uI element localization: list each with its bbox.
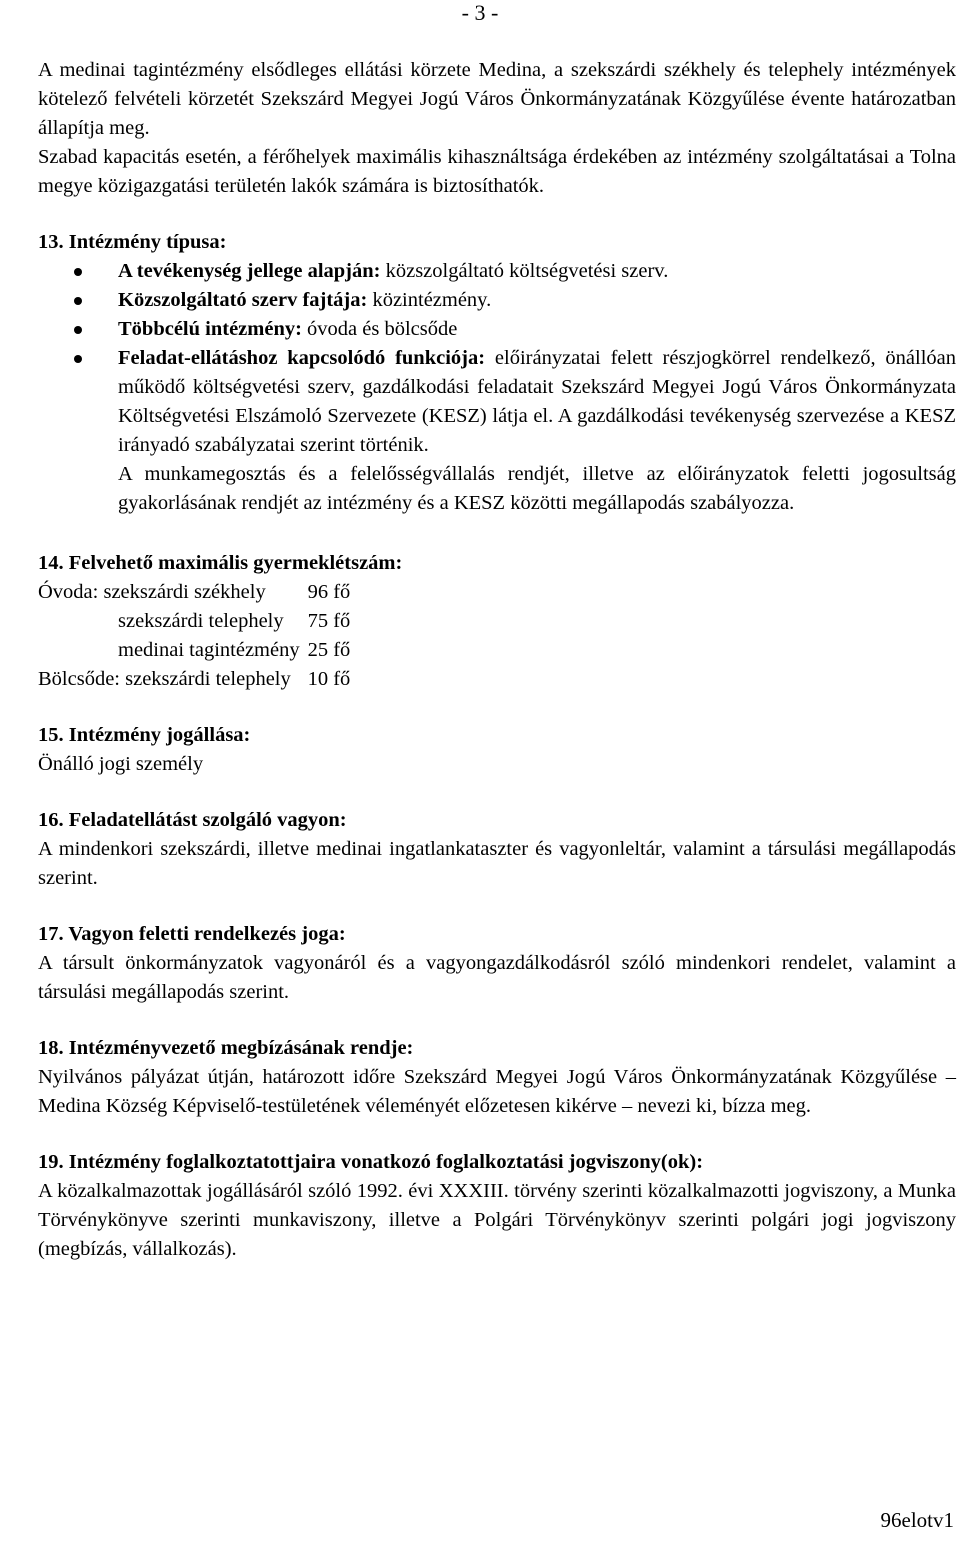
table-row: [38, 607, 350, 636]
section-18: [38, 1034, 956, 1121]
section-16: [38, 806, 956, 893]
section-19: [38, 1148, 956, 1264]
bullet-icon: [74, 297, 82, 305]
section-14: [38, 549, 956, 694]
table-row: [38, 636, 350, 665]
bullet-label: Feladat-ellátáshoz kapcsolódó funkciója:: [118, 347, 486, 369]
bullet-icon: [74, 326, 82, 334]
section-17-text: A társult önkormányzatok vagyonáról és a vagyongazdálkodásról szóló mindenkori rendelet, valamint a társulási megállapodás szerint.: [38, 952, 956, 1003]
bullet-text: előirányzatai felett részjogkörrel rendelkező, önállóan működő költségvetési szerv, gazdálkodási feladatait Szekszárd Megyei Jogú Város Önkormányzata Költségvetési Elszámoló Szervezete (KESZ) látja el. A gazdálkodási tevékenység szervezése a KESZ irányadó szabályzatai szerint történik.: [118, 347, 957, 456]
section-15-text: Önálló jogi személy: [38, 753, 204, 775]
section-17: [38, 920, 956, 1007]
section-19-heading: 19. Intézmény foglalkoztatottjaira vonatkozó foglalkoztatási jogviszony(ok):: [38, 1151, 704, 1173]
capacity-value: 10 fő: [307, 668, 351, 690]
section-19-text: A közalkalmazottak jogállásáról szóló 1992. évi XXXIII. törvény szerinti közalkalmazotti jogviszony, a Munka Törvénykönyve szerinti munkaviszony, illetve a Polgári Törvénykönyv szerinti polgári jogi jogviszony (megbízás, vállalkozás).: [38, 1180, 956, 1260]
capacity-label: szekszárdi telephely: [118, 610, 284, 632]
list-item: [38, 344, 956, 460]
bullet-text: közszolgáltató költségvetési szerv.: [380, 260, 669, 282]
bullet-icon: [74, 355, 82, 363]
section-13-extra-paragraph: A munkamegosztás és a felelősségvállalás rendjét, illetve az előirányzatok feletti jogosultság gyakorlásának rendjét az intézmény és a KESZ közötti megállapodás szabályozza.: [118, 463, 956, 514]
list-item: [38, 315, 956, 344]
table-row: [38, 578, 350, 607]
section-15-heading: 15. Intézmény jogállása:: [38, 724, 251, 746]
bullet-icon: [74, 268, 82, 276]
section-18-heading: 18. Intézményvezető megbízásának rendje:: [38, 1037, 414, 1059]
document-body: [38, 56, 956, 1264]
document-code: 96elotv1: [880, 1508, 954, 1532]
capacity-value: 96 fő: [307, 581, 351, 603]
table-row: [38, 665, 350, 694]
capacity-table: [38, 578, 350, 694]
intro-paragraph-2: Szabad kapacitás esetén, a férőhelyek maximális kihasználtsága érdekében az intézmény szolgáltatásai a Tolna megye közigazgatási területén lakók számára is biztosíthatók.: [38, 146, 956, 197]
section-13-heading: 13. Intézmény típusa:: [38, 231, 227, 253]
intro-paragraph-1: A medinai tagintézmény elsődleges ellátási körzete Medina, a szekszárdi székhely és telephely intézmények kötelező felvételi körzetét Szekszárd Megyei Jogú Város Önkormányzatának Közgyűlése évente határozatban állapítja meg.: [38, 59, 956, 139]
section-18-text: Nyilvános pályázat útján, határozott időre Szekszárd Megyei Jogú Város Önkormányzatának Közgyűlése – Medina Község Képviselő-testületének véleményét előzetesen kikérve – nevezi ki, bízza meg.: [38, 1066, 956, 1117]
bullet-label: Közszolgáltató szerv fajtája:: [118, 289, 368, 311]
section-14-heading: 14. Felvehető maximális gyermeklétszám:: [38, 552, 403, 574]
bullet-text: közintézmény.: [367, 289, 492, 311]
section-15: [38, 721, 956, 779]
section-16-text: A mindenkori szekszárdi, illetve medinai ingatlankataszter és vagyonleltár, valamint a társulási megállapodás szerint.: [38, 838, 956, 889]
section-16-heading: 16. Feladatellátást szolgáló vagyon:: [38, 809, 347, 831]
bullet-label: A tevékenység jellege alapján:: [118, 260, 381, 282]
capacity-label: medinai tagintézmény: [118, 639, 300, 661]
capacity-value: 75 fő: [307, 610, 351, 632]
list-item: [38, 286, 956, 315]
section-13: [38, 228, 956, 518]
section-13-list: [38, 257, 956, 460]
capacity-value: 25 fő: [307, 639, 351, 661]
capacity-label: Bölcsőde: szekszárdi telephely: [38, 668, 291, 690]
capacity-label: Óvoda: szekszárdi székhely: [38, 581, 266, 603]
bullet-label: Többcélú intézmény:: [118, 318, 302, 340]
section-17-heading: 17. Vagyon feletti rendelkezés joga:: [38, 923, 346, 945]
list-item: [38, 257, 956, 286]
page-number: - 3 -: [461, 0, 499, 25]
bullet-text: óvoda és bölcsőde: [301, 318, 458, 340]
